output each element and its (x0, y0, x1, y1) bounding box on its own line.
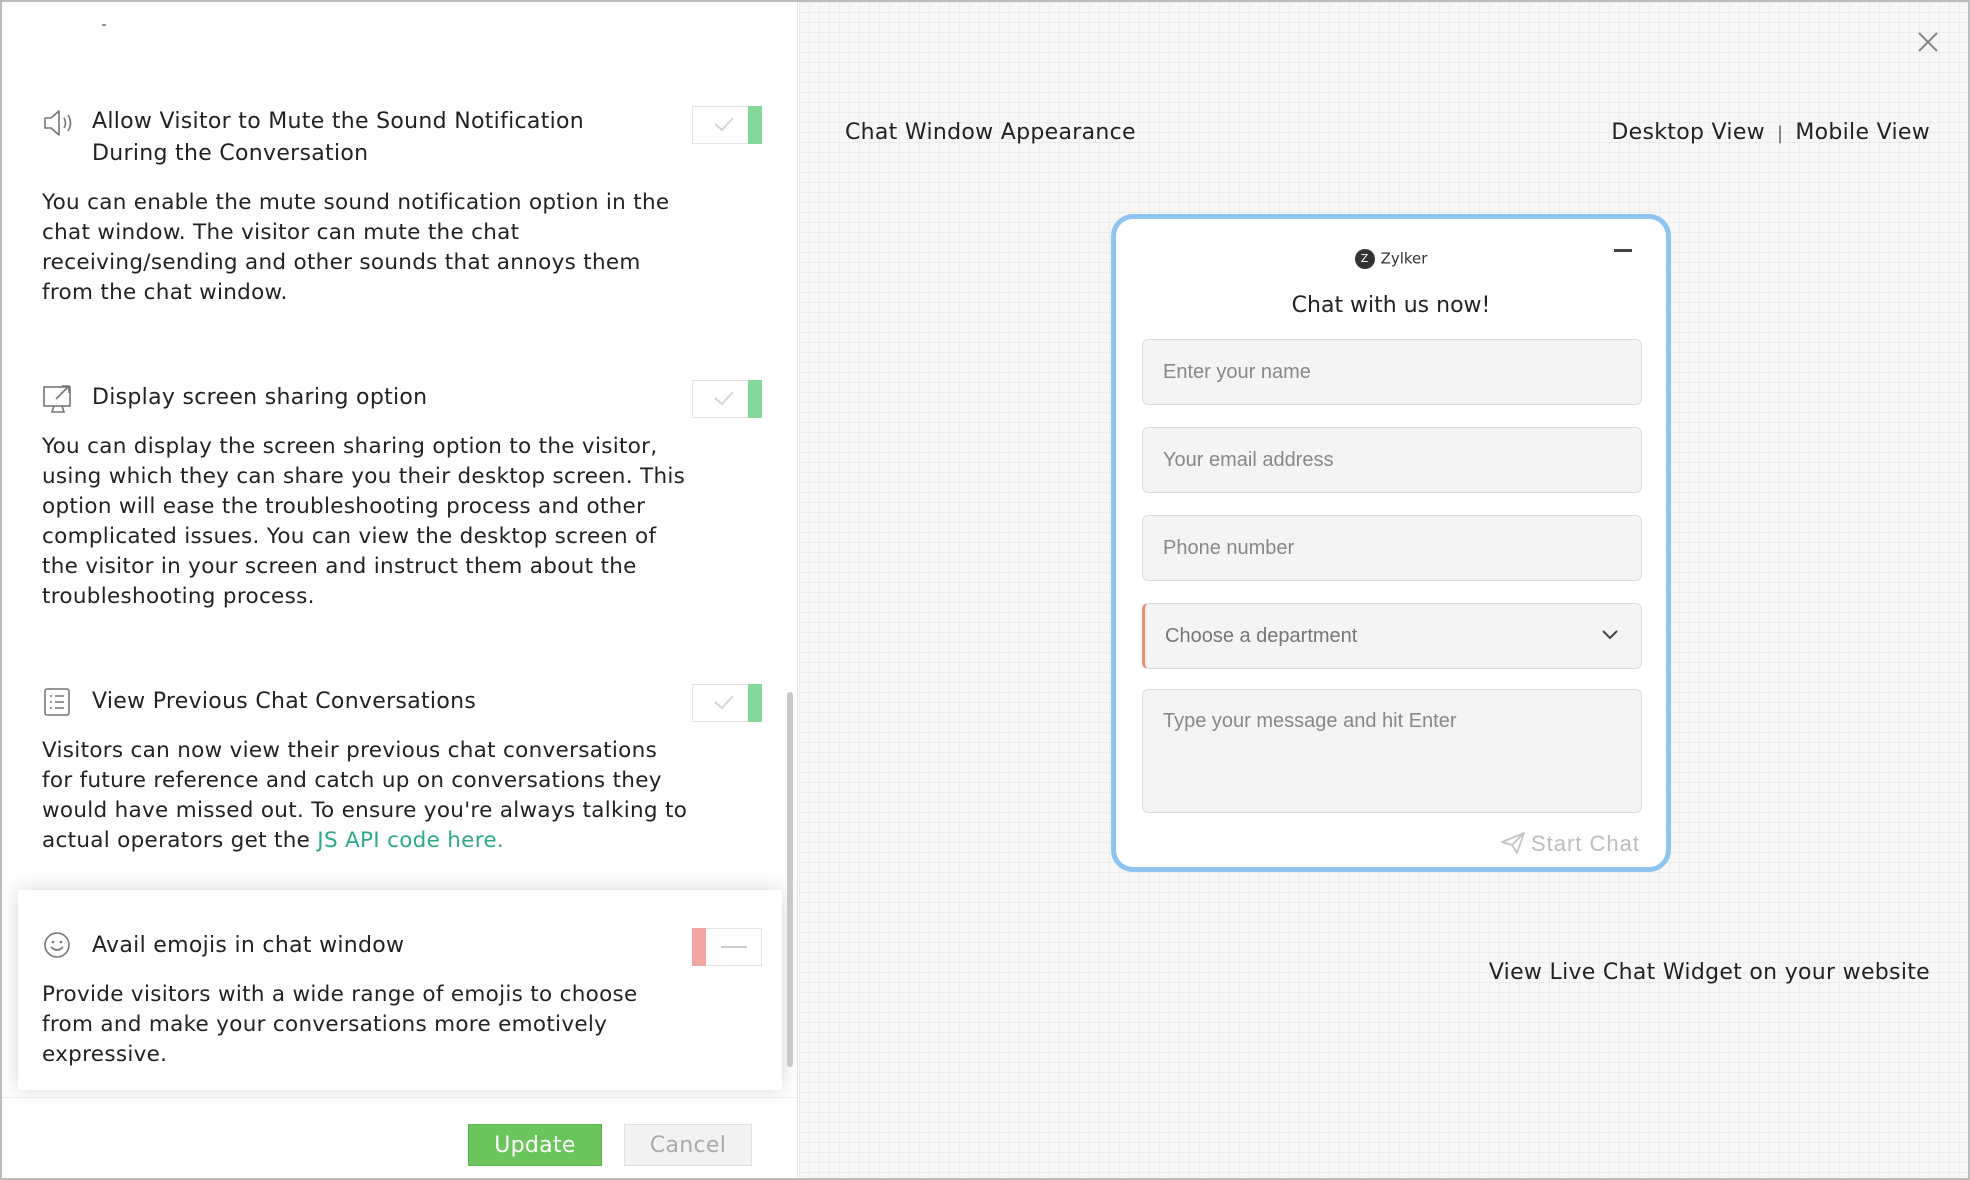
email-input[interactable] (1143, 428, 1641, 492)
mute-sound-toggle[interactable] (692, 106, 762, 144)
mobile-view-link[interactable]: Mobile View (1795, 120, 1930, 145)
setting-description: You can enable the mute sound notification option in the chat window. The visitor can mute the chat receiving/sending and other sounds that annoys them from the chat window. (42, 190, 670, 305)
minimize-icon[interactable] (1614, 249, 1632, 252)
emojis-toggle[interactable] (692, 928, 762, 966)
check-icon (711, 113, 737, 135)
view-switch (1611, 120, 1930, 145)
chat-widget-preview (1111, 214, 1671, 872)
cancel-button[interactable]: Cancel (624, 1124, 752, 1166)
scroll-artifact (102, 24, 106, 26)
setting-title: Allow Visitor to Mute the Sound Notification During the Conversation (92, 109, 585, 166)
settings-panel (2, 2, 798, 1178)
chevron-down-icon (1601, 628, 1619, 642)
widget-heading: Chat with us now! (1291, 293, 1491, 318)
message-field-wrapper (1142, 689, 1642, 813)
footer-divider (2, 1097, 798, 1098)
department-placeholder: Choose a department (1165, 625, 1358, 647)
toggle-knob (748, 106, 762, 144)
brand-name: Zylker (1380, 249, 1428, 268)
view-separator: | (1776, 123, 1784, 144)
name-input[interactable] (1143, 340, 1641, 404)
view-live-widget-link[interactable]: View Live Chat Widget on your website (1488, 960, 1930, 985)
phone-field-wrapper (1142, 515, 1642, 581)
js-api-link[interactable]: JS API code here. (317, 828, 505, 853)
start-chat-button[interactable] (1501, 831, 1640, 857)
scrollbar[interactable] (787, 692, 793, 1067)
message-input[interactable] (1143, 690, 1641, 812)
phone-input[interactable] (1143, 516, 1641, 580)
setting-title: Display screen sharing option (92, 385, 428, 410)
update-button[interactable]: Update (468, 1124, 602, 1166)
name-field-wrapper (1142, 339, 1642, 405)
setting-emojis-card (18, 890, 782, 1090)
toggle-knob (748, 380, 762, 418)
check-icon (711, 691, 737, 713)
screen-share-icon (42, 382, 76, 416)
widget-brand (1116, 249, 1666, 269)
desktop-view-link[interactable]: Desktop View (1611, 120, 1765, 145)
start-chat-label: Start Chat (1530, 831, 1640, 856)
setting-title: Avail emojis in chat window (92, 933, 405, 958)
toggle-knob (748, 684, 762, 722)
dash-icon (721, 946, 747, 948)
screen-sharing-toggle[interactable] (692, 380, 762, 418)
speaker-icon (42, 106, 76, 140)
smiley-icon (42, 930, 76, 964)
check-icon (711, 387, 737, 409)
email-field-wrapper (1142, 427, 1642, 493)
setting-description: You can display the screen sharing option to the visitor, using which they can share you their desktop screen. This option will ease the troubleshooting process and other complicated issues. You can view the desktop screen of the visitor in your screen and instruct them about the troubleshooting process. (42, 434, 686, 609)
setting-description: Provide visitors with a wide range of emojis to choose from and make your conversations more emotively expressive. (42, 982, 638, 1067)
setting-description: Visitors can now view their previous chat conversations for future reference and catch up on conversations they would have missed out. To ensure you're always talking to actual operators get the JS API code here. (42, 738, 688, 853)
toggle-knob (692, 928, 706, 966)
send-icon (1501, 832, 1525, 854)
close-icon[interactable] (1916, 30, 1940, 54)
list-icon (42, 686, 76, 720)
setting-title: View Previous Chat Conversations (92, 689, 477, 714)
previous-chats-toggle[interactable] (692, 684, 762, 722)
preview-panel (799, 2, 1970, 1178)
brand-logo: Z (1355, 249, 1375, 269)
preview-title: Chat Window Appearance (845, 120, 1136, 145)
department-select[interactable] (1142, 603, 1642, 669)
